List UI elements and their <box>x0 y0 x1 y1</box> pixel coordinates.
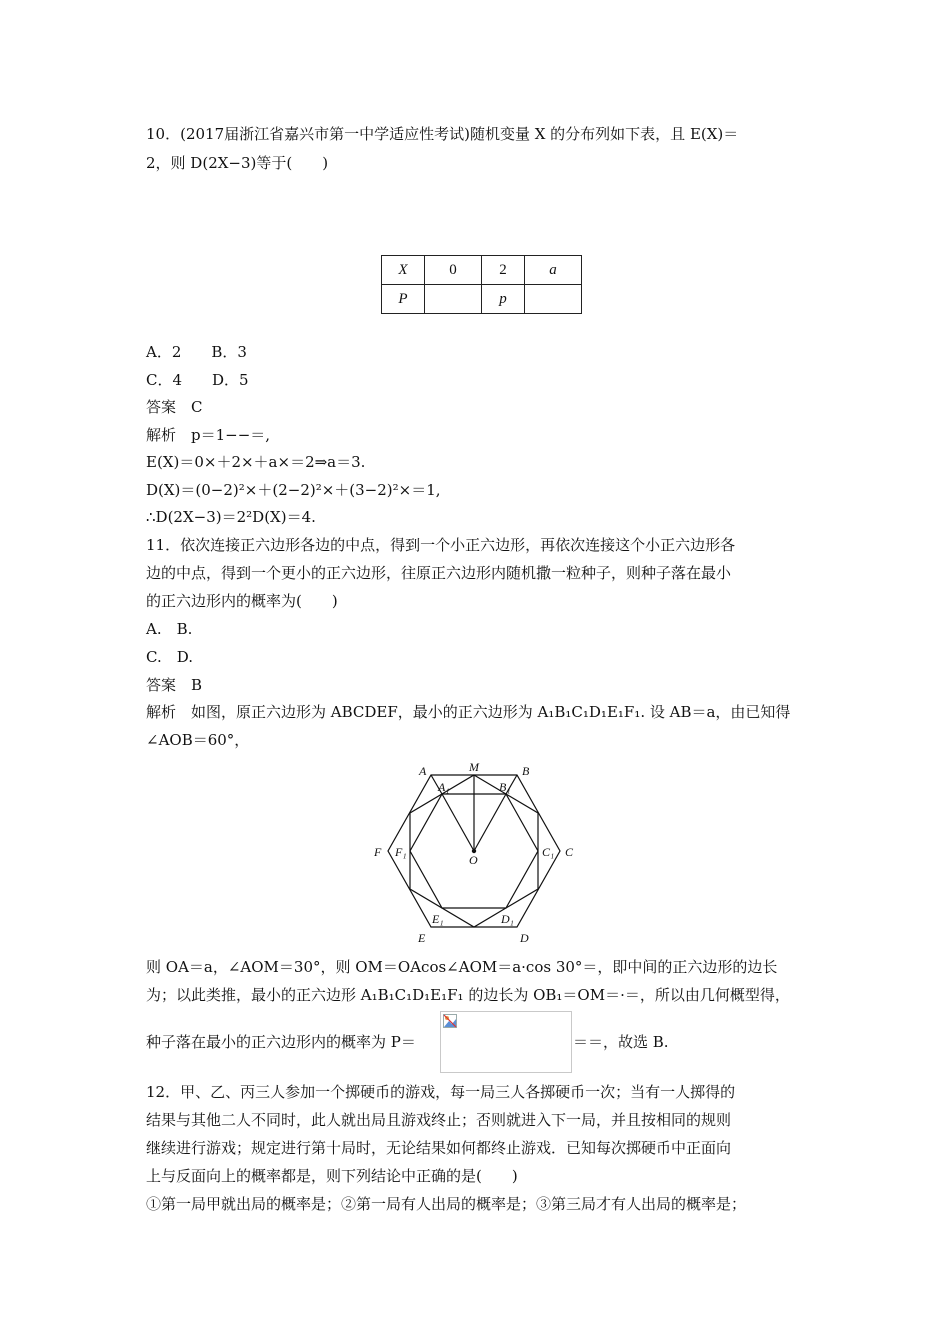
label-b1: B₁ <box>499 780 511 794</box>
q12-stem-line2: 结果与其他二人不同时，此人就出局且游戏终止；否则就进入下一局，并且按相同的规则 <box>146 1111 732 1129</box>
q11-stem-line2: 边的中点，得到一个更小的正六边形，往原正六边形内随机撒一粒种子，则种子落在最小 <box>146 564 732 582</box>
table-cell: 2 <box>482 256 525 285</box>
table-cell <box>425 285 482 314</box>
label-d1: D₁ <box>501 912 514 926</box>
q12-stem-line3: 继续进行游戏；规定进行第十局时，无论结果如何都终止游戏．已知每次掷硬币中正面向 <box>146 1139 732 1157</box>
q12-stem-line4: 上与反面向上的概率都是，则下列结论中正确的是( ) <box>146 1167 518 1185</box>
label-m: M <box>469 760 479 774</box>
label-a1: A₁ <box>438 780 450 794</box>
label-f: F <box>374 845 382 859</box>
table-cell: p <box>482 285 525 314</box>
q10-solution-line1: 解析 p＝1−−＝, <box>146 426 271 444</box>
broken-image-icon <box>443 1014 457 1028</box>
label-d: D <box>520 931 529 945</box>
q10-stem-line2: 2，则 D(2X−3)等于( ) <box>146 154 329 172</box>
distribution-table <box>381 255 582 314</box>
q10-solution-line4: ∴D(2X−3)＝2²D(X)＝4. <box>146 508 316 526</box>
q10-answer: 答案 C <box>146 398 203 416</box>
table-cell: P <box>382 285 425 314</box>
hexagon-figure <box>368 760 588 950</box>
q11-solution-line5-prefix: 种子落在最小的正六边形内的概率为 P＝ <box>146 1033 416 1051</box>
label-f1: F₁ <box>395 845 407 859</box>
table-cell: a <box>525 256 582 285</box>
label-o: O <box>469 853 478 867</box>
q11-options-cd: C. D. <box>146 648 193 666</box>
q12-statements: ①第一局甲就出局的概率是；②第一局有人出局的概率是；③第三局才有人出局的概率是； <box>146 1195 747 1213</box>
q11-answer: 答案 B <box>146 676 203 694</box>
segment-ob1 <box>474 794 506 851</box>
q10-solution-line3: D(X)＝(0−2)²×＋(2−2)²×＋(3−2)²×＝1, <box>146 481 441 499</box>
q11-solution-line5-suffix: ＝＝，故选 B. <box>573 1033 669 1051</box>
q10-solution-line2: E(X)＝0×＋2×＋a×＝2⇒a＝3. <box>146 453 366 471</box>
table-cell: 0 <box>425 256 482 285</box>
q11-solution-line2: ∠AOB＝60°， <box>146 731 250 749</box>
q10-stem-line1: 10．(2017届浙江省嘉兴市第一中学适应性考试)随机变量 X 的分布列如下表，且 E(X)＝ <box>146 125 739 143</box>
formula-image-placeholder <box>440 1011 572 1073</box>
label-e1: E₁ <box>432 912 444 926</box>
q11-stem-line3: 的正六边形内的概率为( ) <box>146 592 338 610</box>
q11-solution-line1: 解析 如图，原正六边形为 ABCDEF，最小的正六边形为 A₁B₁C₁D₁E₁F₁. 设 AB＝a，由已知得 <box>146 703 791 721</box>
label-b: B <box>522 764 530 778</box>
label-a: A <box>419 764 427 778</box>
label-c: C <box>565 845 574 859</box>
table-cell <box>525 285 582 314</box>
q11-solution-line3: 则 OA＝a，∠AOM＝30°，则 OM＝OAcos∠AOM＝a·cos 30°＝，即中间的正六边形的边长 <box>146 958 778 976</box>
q10-options-ab: A．2 B．3 <box>146 343 247 361</box>
table-row <box>382 285 582 314</box>
label-c1: C₁ <box>542 845 555 859</box>
table-row <box>382 256 582 285</box>
q11-stem-line1: 11．依次连接正六边形各边的中点，得到一个小正六边形，再依次连接这个小正六边形各 <box>146 536 736 554</box>
q10-options-cd: C．4 D．5 <box>146 371 249 389</box>
label-e: E <box>418 931 426 945</box>
q12-stem-line1: 12．甲、乙、丙三人参加一个掷硬币的游戏，每一局三人各掷硬币一次；当有一人掷得的 <box>146 1083 736 1101</box>
table-cell: X <box>382 256 425 285</box>
segment-oa1 <box>442 794 474 851</box>
q11-solution-line4: 为；以此类推，最小的正六边形 A₁B₁C₁D₁E₁F₁ 的边长为 OB₁＝OM＝·＝，所以由几何概型得， <box>146 986 790 1004</box>
q11-options-ab: A. B. <box>146 620 193 638</box>
